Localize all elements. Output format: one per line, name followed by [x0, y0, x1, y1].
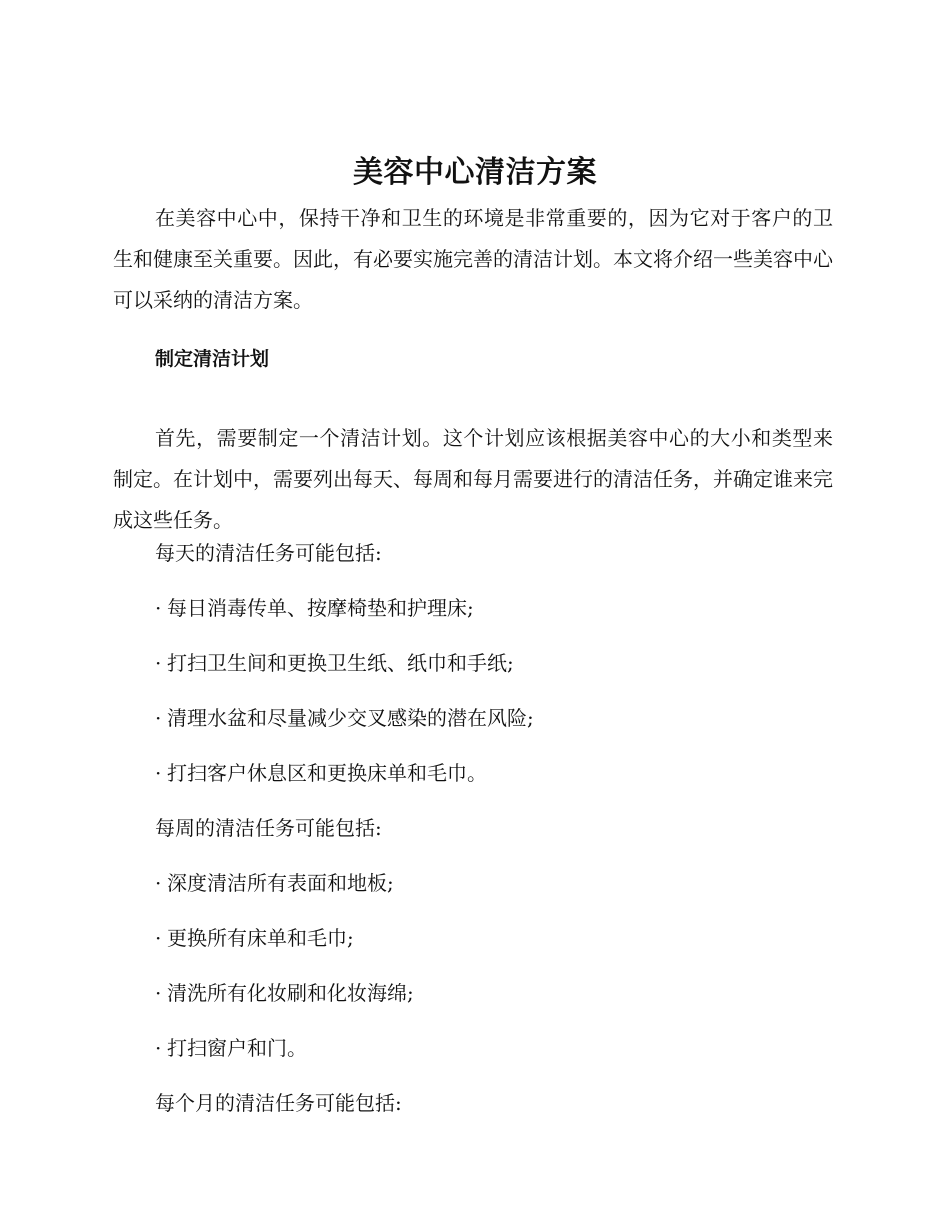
list-item: [155, 921, 354, 955]
list-item-text: 深度清洁所有表面和地板;: [167, 871, 394, 895]
daily-tasks-intro: 每天的清洁任务可能包括:: [155, 541, 382, 565]
bullet-icon: ·: [155, 926, 162, 950]
list-item-text: 清洗所有化妆刷和化妆海绵;: [167, 981, 414, 1005]
list-item-text: 打扫卫生间和更换卫生纸、纸巾和手纸;: [167, 651, 514, 675]
list-item: [155, 976, 414, 1010]
list-item-text: 打扫窗户和门。: [167, 1036, 307, 1060]
bullet-icon: ·: [155, 1036, 162, 1060]
list-item: [155, 646, 514, 680]
bullet-icon: ·: [155, 981, 162, 1005]
monthly-tasks-intro: 每个月的清洁任务可能包括:: [155, 1091, 402, 1115]
list-item-text: 每日消毒传单、按摩椅垫和护理床;: [167, 596, 474, 620]
list-item-text: 打扫客户休息区和更换床单和毛巾。: [167, 761, 487, 785]
document-title: 美容中心清洁方案: [353, 155, 597, 190]
bullet-icon: ·: [155, 871, 162, 895]
list-item: [155, 866, 394, 900]
list-item: [155, 591, 474, 625]
list-item-text: 更换所有床单和毛巾;: [167, 926, 354, 950]
bullet-icon: ·: [155, 761, 162, 785]
bullet-icon: ·: [155, 651, 162, 675]
list-item: [155, 1031, 307, 1065]
list-item-text: 清理水盆和尽量减少交叉感染的潜在风险;: [167, 706, 534, 730]
bullet-icon: ·: [155, 596, 162, 620]
intro-paragraph: 在美容中心中，保持干净和卫生的环境是非常重要的，因为它对于客户的卫生和健康至关重要。因此，有必要实施完善的清洁计划。本文将介绍一些美容中心可以采纳的清洁方案。: [113, 206, 833, 312]
list-item: [155, 701, 534, 735]
bullet-icon: ·: [155, 706, 162, 730]
weekly-tasks-intro: 每周的清洁任务可能包括:: [155, 816, 382, 840]
section-heading: 制定清洁计划: [155, 348, 270, 370]
list-item: [155, 756, 487, 790]
section-paragraph: 首先，需要制定一个清洁计划。这个计划应该根据美容中心的大小和类型来制定。在计划中，需要列出每天、每周和每月需要进行的清洁任务，并确定谁来完成这些任务。: [113, 426, 833, 532]
